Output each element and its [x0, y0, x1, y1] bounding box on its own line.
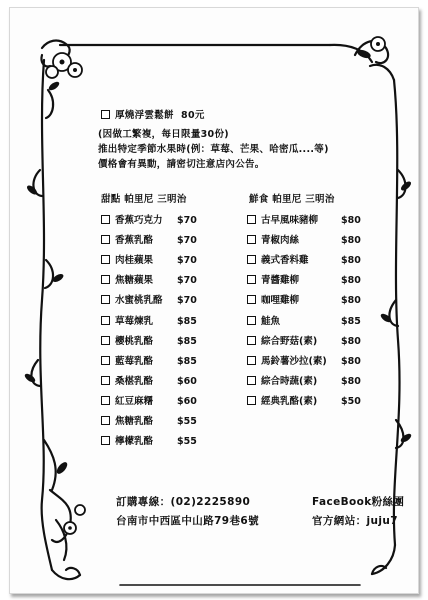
checkbox[interactable] — [101, 356, 110, 365]
pancake-offer — [101, 107, 205, 121]
checkbox[interactable] — [101, 416, 110, 425]
menu-item-name: 肉桂蘋果 — [115, 255, 154, 267]
menu-item[interactable] — [247, 353, 361, 367]
menu-item-price: $85 — [177, 355, 197, 367]
menu-item-name: 綜合野菇(素) — [261, 335, 318, 347]
menu-item-name: 檸檬乳酪 — [115, 436, 154, 448]
menu-item-name: 紅豆麻糬 — [115, 395, 154, 407]
menu-item[interactable] — [101, 333, 197, 347]
menu-item-price: $70 — [177, 235, 197, 247]
facebook-fan-page[interactable]: FaceBook粉絲團 — [312, 496, 405, 508]
menu-item-name: 馬鈴薯沙拉(素) — [261, 355, 327, 367]
menu-item-price: $50 — [341, 395, 361, 407]
note-seasonal: 推出特定季節水果時(例：草莓、芒果、哈密瓜....等) — [98, 144, 329, 155]
checkbox[interactable] — [101, 376, 110, 385]
menu-item[interactable] — [101, 373, 197, 387]
menu-item-price: $80 — [341, 255, 361, 267]
checkbox[interactable] — [101, 295, 110, 304]
checkbox[interactable] — [101, 255, 110, 264]
menu-item-price: $80 — [341, 235, 361, 247]
menu-item-price: $55 — [177, 416, 197, 427]
menu-item-name: 青椒肉絲 — [261, 235, 300, 247]
menu-item[interactable] — [101, 353, 197, 367]
checkbox[interactable] — [247, 316, 256, 325]
checkbox[interactable] — [101, 316, 110, 325]
menu-item[interactable] — [247, 232, 361, 246]
menu-item[interactable] — [247, 292, 361, 306]
menu-item-name: 經典乳酪(素) — [261, 395, 318, 407]
menu-item-price: $80 — [341, 335, 361, 347]
order-phone: 訂購專線：(02)2225890 — [116, 496, 251, 508]
menu-item[interactable] — [101, 232, 197, 246]
menu-item-price: $80 — [341, 215, 361, 226]
checkbox[interactable] — [247, 235, 256, 244]
checkbox[interactable] — [247, 336, 256, 345]
menu-item-name: 古早風味豬柳 — [261, 215, 319, 226]
checkbox[interactable] — [101, 235, 110, 244]
checkbox[interactable] — [101, 436, 110, 445]
menu-item[interactable] — [247, 333, 361, 347]
menu-item-name: 水蜜桃乳酪 — [115, 295, 163, 307]
checkbox[interactable] — [247, 295, 256, 304]
menu-item[interactable] — [247, 393, 361, 407]
menu-item-price: $60 — [177, 395, 197, 407]
menu-item-name: 焦糖乳酪 — [115, 416, 154, 427]
checkbox[interactable] — [247, 215, 256, 224]
menu-item[interactable] — [247, 313, 361, 327]
menu-item-name: 鮭魚 — [261, 315, 281, 327]
menu-item-name: 櫻桃乳酪 — [115, 335, 154, 347]
menu-item-name: 香蕉乳酪 — [115, 235, 154, 247]
menu-item[interactable] — [101, 292, 197, 306]
menu-item[interactable] — [101, 272, 197, 286]
menu-item[interactable] — [101, 313, 197, 327]
menu-item[interactable] — [101, 252, 197, 266]
official-website[interactable]: 官方網站：juju7 — [312, 515, 398, 527]
menu-item-price: $60 — [177, 375, 197, 387]
menu-item-price: $80 — [341, 375, 361, 387]
checkbox[interactable] — [247, 255, 256, 264]
savory-heading: 鮮食 帕里尼 三明治 — [249, 194, 335, 205]
checkbox[interactable] — [101, 275, 110, 284]
menu-item-name: 義式香料雞 — [261, 255, 309, 267]
menu-item-price: $55 — [177, 436, 197, 448]
checkbox[interactable] — [101, 336, 110, 345]
menu-item-name: 桑椹乳酪 — [115, 375, 154, 387]
menu-item-name: 綜合時蔬(素) — [261, 375, 318, 387]
checkbox[interactable] — [101, 215, 110, 224]
menu-item[interactable] — [101, 393, 197, 407]
menu-item-name: 咖哩雞柳 — [261, 295, 300, 307]
note-limited: (因做工繁複，每日限量30份) — [98, 129, 229, 140]
menu-item-name: 藍莓乳酪 — [115, 355, 154, 367]
store-address: 台南市中西區中山路79巷6號 — [116, 515, 260, 527]
checkbox[interactable] — [247, 356, 256, 365]
menu-item-price: $85 — [177, 315, 197, 327]
menu-item-price: $80 — [341, 275, 361, 287]
menu-item-price: $70 — [177, 255, 197, 267]
menu-item-name: 香蕉巧克力 — [115, 215, 163, 226]
menu-item[interactable] — [101, 433, 197, 447]
menu-item[interactable] — [247, 373, 361, 387]
menu-item-price: $70 — [177, 275, 197, 287]
menu-item[interactable] — [247, 272, 361, 286]
menu-item-price: $80 — [341, 355, 361, 367]
checkbox[interactable] — [101, 396, 110, 405]
menu-item-name: 青醬雞柳 — [261, 275, 300, 287]
menu-item-price: $70 — [177, 295, 197, 307]
checkbox[interactable] — [247, 275, 256, 284]
sweet-heading: 甜點 帕里尼 三明治 — [101, 194, 187, 205]
menu-item[interactable] — [101, 212, 197, 226]
menu-item[interactable] — [247, 252, 361, 266]
note-price-change: 價格會有異動，請密切注意店內公告。 — [98, 159, 265, 170]
menu-item-name: 草莓煉乳 — [115, 315, 154, 327]
menu-item-price: $85 — [341, 315, 361, 327]
menu-item-price: $85 — [177, 335, 197, 347]
menu-item[interactable] — [247, 212, 361, 226]
checkbox[interactable] — [101, 110, 110, 119]
menu-item-price: $80 — [341, 295, 361, 307]
pancake-title: 厚燒浮雲鬆餅 — [115, 110, 174, 121]
menu-item-name: 焦糖蘋果 — [115, 275, 154, 287]
menu-item[interactable] — [101, 413, 197, 427]
checkbox[interactable] — [247, 396, 256, 405]
menu-item-price: $70 — [177, 215, 197, 226]
checkbox[interactable] — [247, 376, 256, 385]
pancake-price: 80元 — [181, 110, 205, 121]
